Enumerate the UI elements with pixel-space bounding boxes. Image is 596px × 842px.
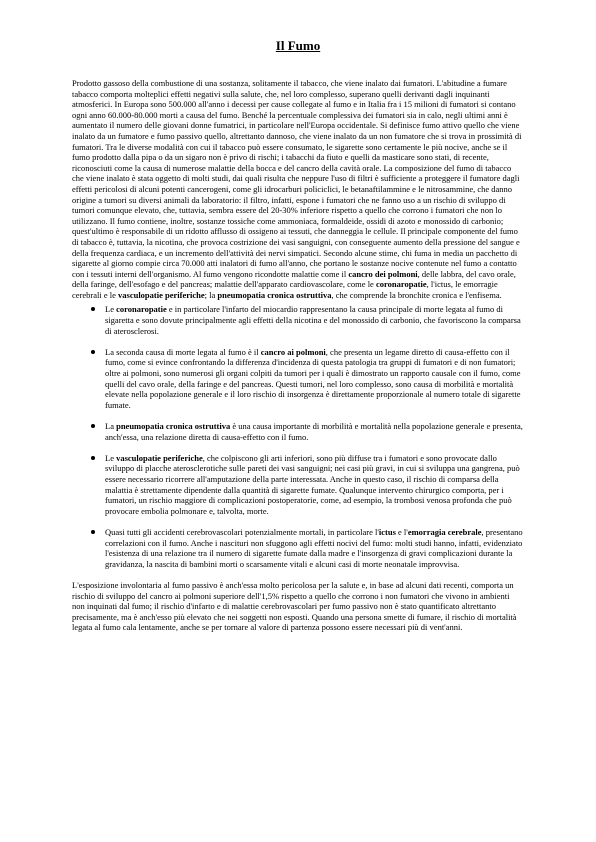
bold-term: pneumopatia cronica ostruttiva <box>217 289 332 300</box>
bullet-dot-icon <box>91 424 95 428</box>
text-run: è una causa importante di morbilità e mortalità nella popolazione generale e presenta, anch'essa, una relazione diretta di causa-effetto con il fumo. <box>105 421 523 442</box>
page-title: Il Fumo <box>275 38 321 53</box>
bold-term: vasculopatie periferiche <box>118 289 205 300</box>
bold-term: ictus <box>378 526 396 537</box>
text-run: Le <box>105 452 117 463</box>
list-item <box>72 527 524 569</box>
text-run: , che colpiscono gli arti inferiori, sono più diffuse tra i fumatori e sono provocate dallo sviluppo di placche aterosclerotiche sulle pareti dei vasi sanguigni; nei casi più gravi, in cui si sviluppa una gangrena, può essere necessario ricorrere all'amputazione della parte interessata. Anche in questo caso, il rischio di comparsa della malattia è strettamente dipendente dalla quantità di sigarette fumate. Qualunque intervento chirurgico comporta, per i fumatori, un rischio maggiore di complicazioni postoperatorie, come, ad esempio, la trombosi venosa profonda che può provocare embolia polmonare e, talvolta, morte. <box>105 452 520 516</box>
text-run: ; la <box>204 289 218 300</box>
text-run: Le <box>105 304 117 315</box>
text-run: , l'ictus, le emorragie cerebrali e le <box>72 279 498 300</box>
text-run: , delle labbra, del cavo orale, della faringe, dell'esofago e del pancreas; malattie dell'apparato cardiovascolare, come le <box>72 268 516 290</box>
bullet-dot-icon <box>91 456 95 460</box>
bold-term: cancro ai polmoni <box>260 346 326 357</box>
list-item <box>72 421 524 442</box>
bold-term: coronaropatie <box>375 279 427 290</box>
intro-paragraph <box>72 78 524 300</box>
bold-term: pneumopatia cronica ostruttiva <box>116 421 231 431</box>
text-run: La <box>105 421 117 431</box>
bullet-dot-icon <box>91 307 95 311</box>
text-run: , che comprende la bronchite cronica e l'enfisema. <box>331 289 502 300</box>
bold-term: cancro dei polmoni <box>348 268 418 279</box>
text-run: , che presenta un legame diretto di causa-effetto con il fumo, come si evince confrontando la differenza d'incidenza di questa patologia tra gruppi di fumatori e di non fumatori; oltre ai polmoni, sono numerosi gli organi colpiti da tumori per i quali è dimostrato un rapporto causale con il fumo, come quelli del cavo orale, della faringe e del pancreas. Questi tumori, nel loro complesso, sono causa di morbilità e mortalità elevate nella popolazione generale e il loro rischio di insorgenza è direttamente proporzionale al numero totale di sigarette fumate. <box>105 346 521 410</box>
bullet-dot-icon <box>91 530 95 534</box>
list-item <box>72 347 524 411</box>
bullet-dot-icon <box>91 350 95 354</box>
closing-paragraph: L'esposizione involontaria al fumo passivo è anch'essa molto pericolosa per la salute e, in base ad alcuni dati recenti, comporta un rischio di sviluppo del cancro ai polmoni superiore dell'1,5% rispetto a quello che corrono i non fumatori che vivono in ambienti non inquinati dal fumo; il rischio d'infarto e di malattie cerebrovascolari per fumo passivo non è stato quantificato altrettanto precisamente, ma è anch'esso più elevato che nei soggetti non esposti. Quando una persona smette di fumare, il rischio di mortalità legata al fumo cala lentamente, anche se per tornare al valore di partenza possono essere necessari più di vent'anni. <box>72 579 517 633</box>
list-item <box>72 453 524 517</box>
text-run: e l' <box>395 526 408 537</box>
text-run: Quasi tutti gli accidenti cerebrovascolari potenzialmente mortali, in particolare l' <box>105 526 379 537</box>
bold-term: vasculopatie periferiche <box>116 452 203 463</box>
text-run: , presentano correlazioni con il fumo. Anche i nascituri non sfuggono agli effetti nocivi del fumo: molti studi hanno, infatti, evidenziato l'esistenza di una relazione tra il numero di sigarette fumate dalla madre e l'insorgenza di gravi complicazioni durante la gravidanza, la nascita di bambini morti o scarsamente vitali e alcuni casi di morte neonatale improvvisa. <box>105 526 523 569</box>
bullet-list <box>72 304 524 569</box>
list-item <box>72 304 524 336</box>
text-run: Prodotto gassoso della combustione di una sostanza, solitamente il tabacco, che viene inalato dai fumatori. L'abitudine a fumare tabacco comporta molteplici effetti negativi sulla salute, che, nel loro complesso, superano quelli derivanti dagli inquinanti atmosferici. In Europa sono 500.000 all'anno i decessi per cause collegate al fumo e in Italia fra i 15 milioni di fumatori si contano ogni anno 60.000-80.000 morti a causa del fumo. Benché la percentuale complessiva dei fumatori sia in calo, negli ultimi anni è aumentato il numero delle giovani donne fumatrici, in particolare nell'Europa occidentale. Si definisce fumo attivo quello che viene inalato da un fumatore e fumo passivo quello, altrettanto dannoso, che viene inalato da un non fumatore che si trova in prossimità di fumatori. Tra le diverse modalità con cui il tabacco può essere consumato, le sigarette sono certamente le più nocive, anche se il fumo prodotto dalla pipa o da un sigaro non è privo di rischi; i tabacchi da fiuto e quelli da masticare sono stati, di recente, riconosciuti come la causa di numerose malattie della bocca e del cancro della cavità orale. La composizione del fumo di tabacco che viene inalato è stata oggetto di molti studi, dai quali risulta che neppure l'uso di filtri è sufficiente a proteggere il fumatore dagli effetti pericolosi di alcuni potenti cancerogeni, come gli idrocarburi policiclici, le betanaftilammine e le nitrosammine, che danno origine a tumori su diversi animali da laboratorio: il filtro, infatti, espone i fumatori che ne fanno uso a un rischio di sviluppo di tumori comunque elevato, che, tuttavia, sembra essere del 20-30% inferiore rispetto a quello che corrono i fumatori che non lo utilizzano. Il fumo contiene, inoltre, sostanze tossiche come ammoniaca, formaldeide, ossidi di azoto e monossido di carbonio; quest'ultimo è responsabile di un ridotto afflusso di ossigeno ai tessuti, che danneggia le cellule. Il principale componente del fumo di tabacco è, tuttavia, la nicotina, che provoca costrizione dei vasi sanguigni, con conseguente aumento della pressione del sangue e della frequenza cardiaca, e un incremento dell'attività dei nervi simpatici. Secondo alcune stime, chi fuma in media un pacchetto di sigarette al giorno compie circa 70.000 atti inalatori di fumo all'anno, che portano le sostanze nocive contenute nel fumo a contatto con i tessuti interni dell'organismo. Al fumo vengono ricondotte malattie come il <box>72 78 522 279</box>
text-run: e in particolare l'infarto del miocardio rappresentano la causa principale di morte legata al fumo di sigaretta e sono dovute principalmente agli effetti della nicotina e del monossido di carbonio, che favoriscono la comparsa di aterosclerosi. <box>105 304 521 336</box>
bold-term: emorragia cerebrale <box>407 526 482 537</box>
bold-term: coronaropatie <box>116 304 167 315</box>
document-page <box>72 38 524 633</box>
text-run: La seconda causa di morte legata al fumo è il <box>105 346 261 357</box>
